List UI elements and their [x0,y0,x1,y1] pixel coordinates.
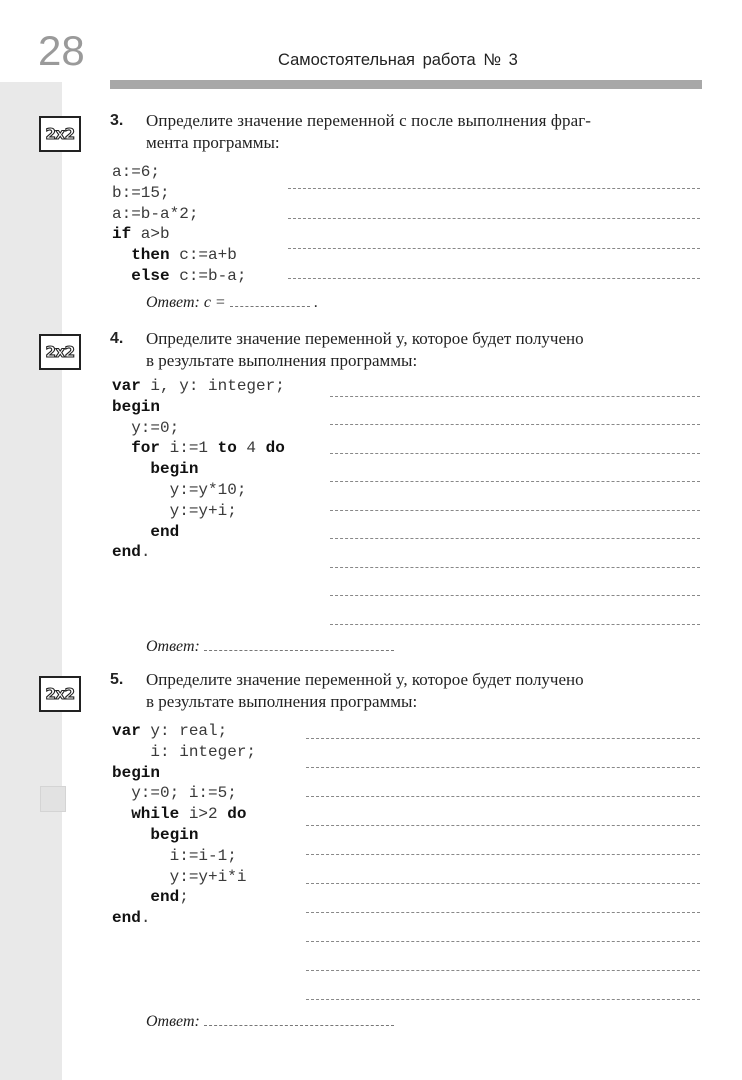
code-text: y:=0; i:=5; [112,784,237,803]
code-text: i:=i-1; [112,846,237,865]
badge-label: 2x2 [45,125,75,143]
answer-row [146,638,394,656]
code-line [112,763,256,784]
badge-label: 2x2 [45,685,75,703]
code-line [112,266,246,287]
answer-dashed-line[interactable] [330,510,700,511]
code-text: 4 [236,439,266,458]
code-block [112,162,246,287]
answer-input-line[interactable] [230,294,310,307]
code-keyword: do [265,439,285,458]
answer-dashed-line[interactable] [306,912,700,913]
code-line [112,867,256,888]
difficulty-badge-icon [39,116,81,152]
code-text: i: integer; [112,742,257,761]
code-line [112,522,285,543]
answer-dashed-line[interactable] [306,738,700,739]
code-text: a>b [131,225,170,244]
answer-input-line[interactable] [204,1013,394,1026]
answer-dashed-line[interactable] [306,854,700,855]
code-text: y:=0; [112,418,180,437]
answer-dashed-line[interactable] [330,567,700,568]
answer-dashed-line[interactable] [288,248,700,249]
code-keyword: then [112,246,170,265]
code-line [112,846,256,867]
answer-dashed-line[interactable] [306,941,700,942]
answer-dashed-line[interactable] [306,825,700,826]
answer-dashed-line[interactable] [288,188,700,189]
code-line [112,418,285,439]
answer-dashed-line[interactable] [330,595,700,596]
code-keyword: end [112,543,141,562]
answer-dashed-line[interactable] [330,624,700,625]
code-line [112,908,256,929]
task-number: 4. [110,330,124,347]
code-line [112,480,285,501]
code-text: c:=b-a; [169,266,247,285]
code-text: i>2 [179,805,228,824]
code-keyword: for [112,439,161,458]
answer-dashed-line[interactable] [288,278,700,279]
code-keyword: else [112,266,170,285]
code-keyword: var [112,722,141,740]
task-text-line: Определите значение переменной c после выполнения фраг- [146,111,592,130]
code-text: y: real; [140,722,228,740]
code-block [112,376,285,563]
code-line [112,542,285,563]
code-line [112,397,285,418]
code-keyword: to [217,439,237,458]
code-text: ; [179,888,189,907]
code-line [112,245,246,266]
code-line [112,742,256,763]
answer-label: Ответ: c = [146,294,226,311]
answer-dashed-line[interactable] [306,883,700,884]
code-keyword: do [227,805,247,824]
task-text-line: мента программы: [146,133,280,152]
answer-dashed-line[interactable] [306,999,700,1000]
difficulty-badge-icon [39,676,81,712]
page-number: 28 [38,27,85,74]
code-line [112,887,256,908]
code-line [112,501,285,522]
code-line [112,721,256,742]
task-number: 3. [110,112,124,129]
answer-end: . [313,294,318,311]
code-text: . [140,909,151,928]
code-text: y:=y+i; [112,501,237,520]
answer-dashed-line[interactable] [330,538,700,539]
code-line [112,825,256,846]
answer-row [146,294,318,312]
code-text: i, y: integer; [140,377,285,395]
answer-row [146,1013,394,1031]
code-line [112,204,246,225]
code-text: y:=y*10; [112,480,247,499]
answer-dashed-line[interactable] [306,970,700,971]
code-line [112,804,256,825]
background-ghost-mark [40,786,66,812]
answer-dashed-line[interactable] [330,481,700,482]
answer-label: Ответ: [146,1013,200,1030]
code-text: c:=a+b [169,246,237,265]
header-divider-bar [110,80,702,89]
task-text-line: Определите значение переменной y, которое будет получено [146,670,584,689]
code-text: . [140,543,151,562]
code-keyword: end [112,888,180,907]
task-number: 5. [110,671,124,688]
code-line [112,438,285,459]
answer-dashed-line[interactable] [330,453,700,454]
badge-label: 2x2 [45,343,75,361]
difficulty-badge-icon [39,334,81,370]
left-margin-strip [0,82,62,1080]
code-line [112,224,246,245]
code-keyword: begin [112,397,161,416]
code-line [112,183,246,204]
code-keyword: begin [112,825,199,844]
code-text: a:=6; [112,163,161,181]
code-keyword: var [112,377,141,395]
code-line [112,376,285,397]
answer-dashed-line[interactable] [288,218,700,219]
code-keyword: while [112,805,180,824]
answer-dashed-line[interactable] [306,796,700,797]
answer-dashed-line[interactable] [330,396,700,397]
code-text: i:=1 [160,439,218,458]
code-line [112,162,246,183]
code-keyword: end [112,522,180,541]
code-block [112,721,256,929]
task-text-line: в результате выполнения программы: [146,692,418,711]
code-keyword: if [112,225,132,244]
task-text-line: Определите значение переменной y, которое будет получено [146,329,584,348]
code-text: b:=15; [112,183,170,202]
code-text: a:=b-a*2; [112,204,199,223]
code-line [112,783,256,804]
code-line [112,459,285,480]
answer-input-line[interactable] [204,638,394,651]
code-keyword: begin [112,460,199,479]
answer-label: Ответ: [146,638,200,655]
task-text-line: в результате выполнения программы: [146,351,418,370]
answer-dashed-line[interactable] [330,424,700,425]
code-keyword: end [112,909,141,928]
page-title: Самостоятельная работа № 3 [278,51,518,69]
code-keyword: begin [112,763,161,782]
code-text: y:=y+i*i [112,867,247,886]
answer-dashed-line[interactable] [306,767,700,768]
